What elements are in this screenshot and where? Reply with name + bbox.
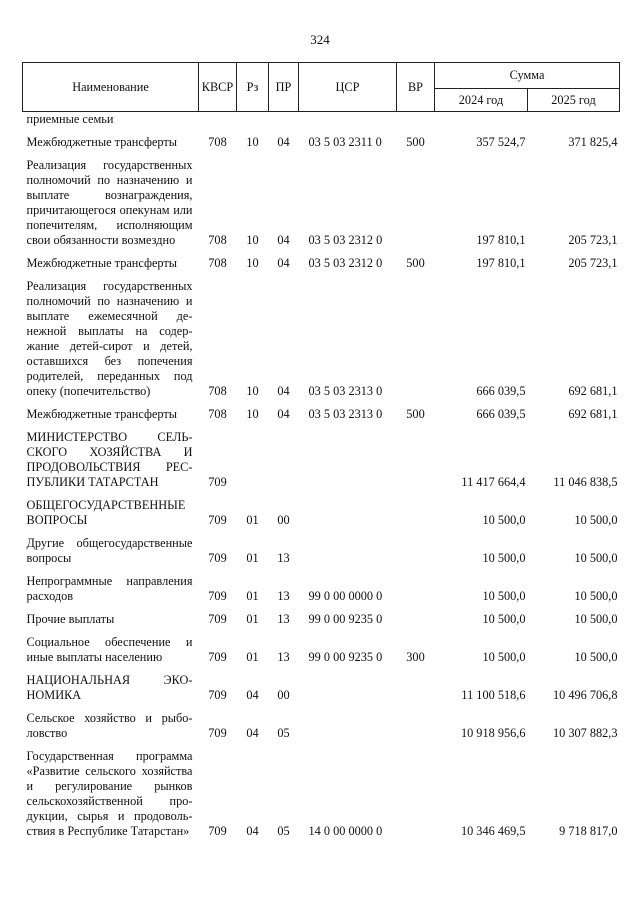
row-sum-2024: 666 039,5 bbox=[476, 407, 526, 421]
table-row bbox=[23, 256, 620, 271]
row-spacer bbox=[23, 422, 620, 430]
header-pr: ПР bbox=[269, 63, 299, 112]
table-header bbox=[23, 63, 620, 112]
row-kvsr: 708 bbox=[208, 256, 227, 270]
row-name: Другие общегосударственные вопросы bbox=[26, 536, 193, 565]
row-kvsr: 709 bbox=[208, 551, 227, 565]
header-vr: ВР bbox=[397, 63, 435, 112]
row-vr: 500 bbox=[406, 135, 425, 149]
row-sum-2025: 371 825,4 bbox=[568, 135, 618, 149]
row-rz: 01 bbox=[246, 650, 259, 664]
table-row bbox=[23, 612, 620, 627]
row-vr bbox=[397, 498, 435, 528]
row-sum-2024: 197 810,1 bbox=[476, 233, 526, 247]
row-spacer bbox=[23, 528, 620, 536]
row-name: Межбюджетные трансферты bbox=[26, 256, 178, 270]
header-rz: Рз bbox=[237, 63, 269, 112]
row-name: Межбюджетные трансферты bbox=[26, 407, 178, 421]
row-sum-2024: 10 500,0 bbox=[482, 650, 526, 664]
row-sum-2025: 10 496 706,8 bbox=[552, 688, 618, 702]
table-row bbox=[23, 135, 620, 150]
row-csr: 03 5 03 2312 0 bbox=[308, 256, 383, 270]
row-spacer bbox=[23, 271, 620, 279]
table-body bbox=[23, 112, 620, 840]
row-vr bbox=[397, 430, 435, 490]
row-csr bbox=[299, 430, 397, 490]
table-row bbox=[23, 711, 620, 741]
row-vr bbox=[397, 749, 435, 839]
row-sum-2024: 10 500,0 bbox=[482, 513, 526, 527]
row-name: Непрограммные направления расходов bbox=[26, 574, 193, 603]
header-sum: Сумма bbox=[435, 63, 620, 89]
row-name: Реализация государственных полномочий по назначению и выплате ежемесячной денежной выплаты на содержание детей-сирот и детей, оставшихся без попечения родителей, переданных под опеку (попечительство) bbox=[26, 279, 193, 398]
row-name: Реализация государственных полномочий по назначению и выплате вознаграждения, причитающегося опекунам или попечителям, исполняющим свои обязанности возмездно bbox=[26, 158, 193, 247]
table-row bbox=[23, 673, 620, 703]
row-vr: 500 bbox=[406, 407, 425, 421]
row-pr: 04 bbox=[277, 384, 290, 398]
row-sum-2024 bbox=[435, 112, 528, 128]
row-name: Социальное обеспечение и иные выплаты населению bbox=[26, 635, 193, 664]
row-spacer bbox=[23, 627, 620, 635]
page-number: 324 bbox=[310, 32, 330, 47]
table-row bbox=[23, 112, 620, 128]
header-year-2024: 2024 год bbox=[435, 89, 528, 112]
row-sum-2024: 666 039,5 bbox=[476, 384, 526, 398]
row-rz: 01 bbox=[246, 551, 259, 565]
row-name: ОБЩЕГОСУДАРСТВЕННЫЕ ВОПРОСЫ bbox=[26, 498, 186, 527]
row-vr bbox=[397, 673, 435, 703]
row-pr: 05 bbox=[277, 726, 290, 740]
row-sum-2024: 10 918 956,6 bbox=[460, 726, 526, 740]
row-csr bbox=[299, 711, 397, 741]
row-sum-2025: 10 500,0 bbox=[574, 612, 618, 626]
row-pr bbox=[269, 112, 299, 128]
row-csr: 03 5 03 2313 0 bbox=[308, 384, 383, 398]
row-kvsr: 709 bbox=[208, 513, 227, 527]
row-spacer bbox=[23, 665, 620, 673]
row-rz: 10 bbox=[246, 233, 259, 247]
row-sum-2024: 10 500,0 bbox=[482, 612, 526, 626]
row-pr bbox=[269, 430, 299, 490]
row-csr bbox=[299, 536, 397, 566]
table-row bbox=[23, 749, 620, 839]
row-sum-2025: 205 723,1 bbox=[568, 256, 618, 270]
row-vr bbox=[397, 612, 435, 627]
row-spacer bbox=[23, 150, 620, 158]
row-rz: 04 bbox=[246, 726, 259, 740]
row-sum-2025 bbox=[528, 112, 620, 128]
row-spacer bbox=[23, 566, 620, 574]
row-kvsr: 709 bbox=[208, 726, 227, 740]
row-pr: 13 bbox=[277, 650, 290, 664]
row-name: НАЦИОНАЛЬНАЯ ЭКОНОМИКА bbox=[26, 673, 193, 702]
row-kvsr: 708 bbox=[208, 135, 227, 149]
row-spacer bbox=[23, 604, 620, 612]
row-sum-2024: 357 524,7 bbox=[476, 135, 526, 149]
row-vr bbox=[397, 158, 435, 248]
row-kvsr: 709 bbox=[208, 589, 227, 603]
row-rz bbox=[237, 430, 269, 490]
table-row bbox=[23, 407, 620, 422]
row-spacer bbox=[23, 490, 620, 498]
row-csr: 03 5 03 2311 0 bbox=[308, 135, 382, 149]
row-spacer bbox=[23, 248, 620, 256]
row-sum-2024: 11 100 518,6 bbox=[461, 688, 526, 702]
row-sum-2024: 10 500,0 bbox=[482, 589, 526, 603]
row-csr: 14 0 00 0000 0 bbox=[308, 824, 383, 838]
row-kvsr: 709 bbox=[208, 475, 227, 489]
row-vr: 500 bbox=[406, 256, 425, 270]
row-kvsr: 709 bbox=[208, 650, 227, 664]
row-csr bbox=[299, 673, 397, 703]
row-spacer bbox=[23, 127, 620, 135]
row-pr: 04 bbox=[277, 256, 290, 270]
row-pr: 05 bbox=[277, 824, 290, 838]
row-kvsr bbox=[199, 112, 237, 128]
table-row bbox=[23, 574, 620, 604]
row-sum-2025: 10 500,0 bbox=[574, 650, 618, 664]
row-rz: 10 bbox=[246, 135, 259, 149]
row-kvsr: 709 bbox=[208, 824, 227, 838]
row-rz: 01 bbox=[246, 513, 259, 527]
row-rz: 04 bbox=[246, 688, 259, 702]
budget-table bbox=[22, 62, 620, 839]
row-pr: 00 bbox=[277, 688, 290, 702]
row-name: Сельское хозяйство и рыболовство bbox=[26, 711, 193, 740]
row-sum-2025: 692 681,1 bbox=[568, 384, 618, 398]
row-sum-2025: 10 500,0 bbox=[574, 589, 618, 603]
row-kvsr: 708 bbox=[208, 384, 227, 398]
row-sum-2025: 10 500,0 bbox=[574, 513, 618, 527]
row-pr: 00 bbox=[277, 513, 290, 527]
row-csr: 03 5 03 2313 0 bbox=[308, 407, 383, 421]
header-year-2025: 2025 год bbox=[528, 89, 620, 112]
row-pr: 04 bbox=[277, 407, 290, 421]
row-sum-2025: 10 500,0 bbox=[574, 551, 618, 565]
row-pr: 13 bbox=[277, 612, 290, 626]
row-name: МИНИСТЕРСТВО СЕЛЬСКОГО ХОЗЯЙСТВА И ПРОДОВОЛЬСТВИЯ РЕСПУБЛИКИ ТАТАРСТАН bbox=[26, 430, 193, 489]
table-row bbox=[23, 536, 620, 566]
row-csr: 99 0 00 9235 0 bbox=[308, 650, 383, 664]
row-sum-2024: 10 346 469,5 bbox=[460, 824, 526, 838]
row-sum-2024: 11 417 664,4 bbox=[461, 475, 526, 489]
row-rz: 04 bbox=[246, 824, 259, 838]
row-spacer bbox=[23, 741, 620, 749]
row-csr: 03 5 03 2312 0 bbox=[308, 233, 383, 247]
row-vr bbox=[397, 279, 435, 399]
row-sum-2024: 10 500,0 bbox=[482, 551, 526, 565]
row-rz: 01 bbox=[246, 612, 259, 626]
table-row bbox=[23, 498, 620, 528]
row-csr: 99 0 00 9235 0 bbox=[308, 612, 383, 626]
row-rz: 10 bbox=[246, 256, 259, 270]
row-csr bbox=[299, 498, 397, 528]
row-pr: 13 bbox=[277, 551, 290, 565]
row-kvsr: 708 bbox=[208, 233, 227, 247]
row-pr: 13 bbox=[277, 589, 290, 603]
row-spacer bbox=[23, 399, 620, 407]
header-kvsr: КВСР bbox=[199, 63, 237, 112]
row-sum-2025: 692 681,1 bbox=[568, 407, 618, 421]
row-vr bbox=[397, 536, 435, 566]
row-vr bbox=[397, 112, 435, 128]
row-sum-2025: 9 718 817,0 bbox=[559, 824, 618, 838]
row-rz: 10 bbox=[246, 407, 259, 421]
row-sum-2025: 11 046 838,5 bbox=[553, 475, 618, 489]
row-name: Государственная программа «Развитие сельского хозяйства и регулирование рынков сельскохозяйственной продукции, сырья и продовольствия в Республике Татарстан» bbox=[26, 749, 193, 838]
row-sum-2024: 197 810,1 bbox=[476, 256, 526, 270]
header-csr: ЦСР bbox=[299, 63, 397, 112]
row-sum-2025: 205 723,1 bbox=[568, 233, 618, 247]
row-kvsr: 709 bbox=[208, 612, 227, 626]
row-vr: 300 bbox=[406, 650, 425, 664]
row-vr bbox=[397, 574, 435, 604]
row-csr bbox=[299, 112, 397, 128]
row-name: Межбюджетные трансферты bbox=[26, 135, 178, 149]
table-row bbox=[23, 158, 620, 248]
row-pr: 04 bbox=[277, 135, 290, 149]
row-kvsr: 709 bbox=[208, 688, 227, 702]
row-pr: 04 bbox=[277, 233, 290, 247]
row-kvsr: 708 bbox=[208, 407, 227, 421]
row-rz bbox=[237, 112, 269, 128]
row-name: Прочие выплаты bbox=[26, 612, 115, 626]
row-csr: 99 0 00 0000 0 bbox=[308, 589, 383, 603]
row-spacer bbox=[23, 703, 620, 711]
table-row bbox=[23, 279, 620, 399]
row-sum-2025: 10 307 882,3 bbox=[552, 726, 618, 740]
row-rz: 10 bbox=[246, 384, 259, 398]
row-rz: 01 bbox=[246, 589, 259, 603]
row-name: приемные семьи bbox=[26, 112, 114, 126]
table-row bbox=[23, 635, 620, 665]
header-name: Наименование bbox=[23, 63, 199, 112]
table-row bbox=[23, 430, 620, 490]
row-vr bbox=[397, 711, 435, 741]
